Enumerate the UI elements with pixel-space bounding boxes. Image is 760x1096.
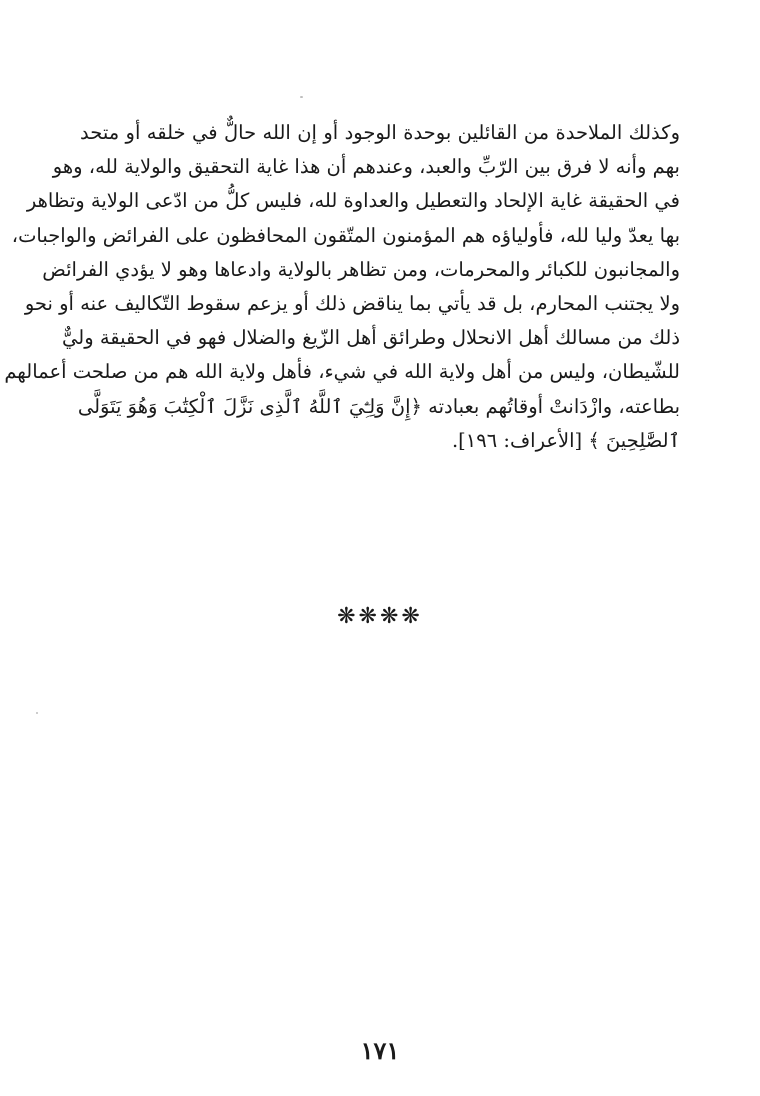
text-line-6: ولا يجتنب المحارم، بل قد يأتي بما يناقض ذلك أو يزعم سقوط التّكاليف عنه أو نحو <box>24 292 680 316</box>
main-paragraph <box>4 116 680 458</box>
text-line-9-quran-verse: بطاعته، وازْدَانتْ أوقاتُهم بعبادته ﴿إِنَّ وَلِـِّۧيَ ٱللَّهُ ٱلَّذِى نَزَّلَ ٱلْكِتَٰبَ وَهُوَ يَتَوَلَّى <box>77 394 680 418</box>
text-line-5: والمجانبون للكبائر والمحرمات، ومن تظاهر بالولاية وادعاها وهو لا يؤدي الفرائض <box>42 257 680 281</box>
page-number: ١٧١ <box>360 1036 400 1065</box>
text-line-1: وكذلك الملاحدة من القائلين بوحدة الوجود أو إن الله حالٌّ في خلقه أو متحد <box>80 121 680 144</box>
text-line-4: بها يعدّ وليا لله، فأولياؤه هم المؤمنون المتّقون المحافظون على الفرائض والواجبات، <box>11 223 680 247</box>
text-line-2: بهم وأنه لا فرق بين الرّبِّ والعبد، وعندهم أن هذا غاية التحقيق والولاية لله، وهو <box>52 155 680 179</box>
text-line-10-verse-reference: ٱلصَّٰلِحِينَ ﴾ [الأعراف: ١٩٦]. <box>451 428 680 452</box>
scan-speck <box>300 96 303 98</box>
scan-speck <box>36 712 38 714</box>
text-line-7: ذلك من مسالك أهل الانحلال وطرائق أهل الزّيغ والضلال فهو في الحقيقة وليٌّ <box>62 326 680 350</box>
section-separator: ❋❋❋❋ <box>337 604 423 629</box>
text-line-3: في الحقيقة غاية الإلحاد والتعطيل والعداوة لله، فليس كلُّ من ادّعى الولاية وتظاهر <box>26 189 680 213</box>
text-line-8: للشّيطان، وليس من أهل ولاية الله في شيء، فأهل ولاية الله هم من صلحت أعمالهم <box>4 360 680 384</box>
